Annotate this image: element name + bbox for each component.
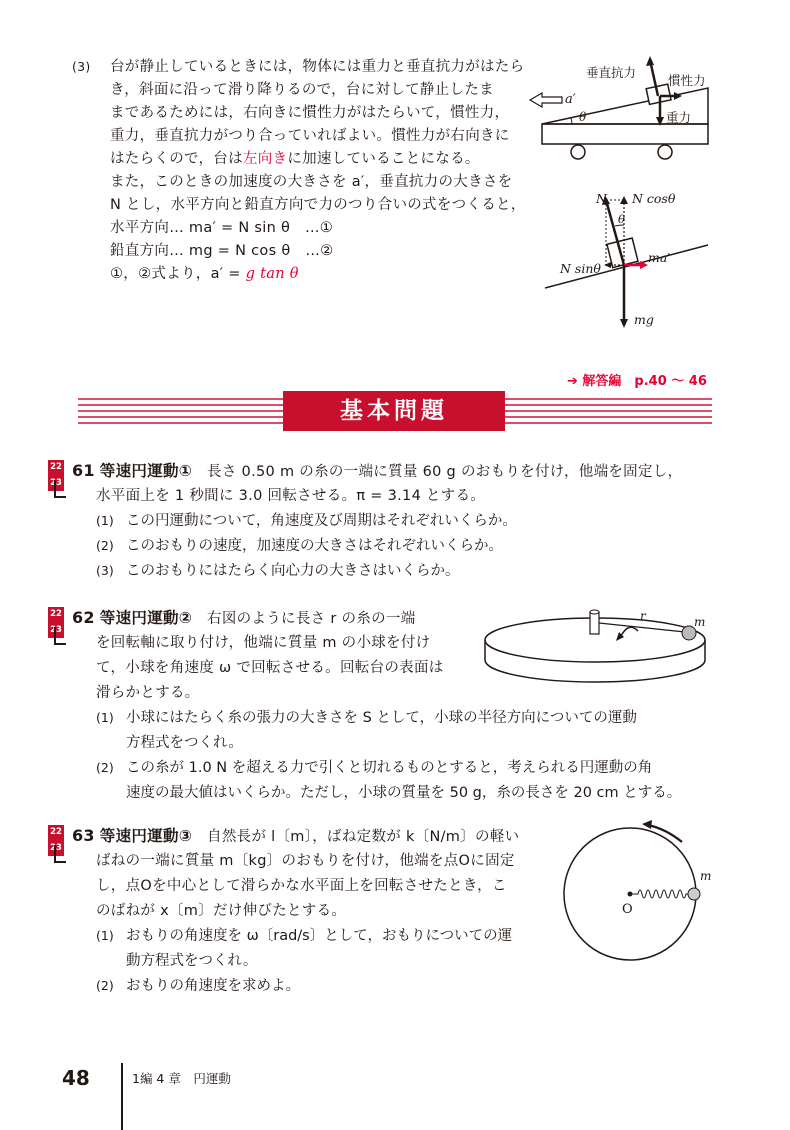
acceleration-arrow (530, 93, 562, 107)
item-number: (3) (72, 59, 91, 74)
label-normal-force: 垂直抗力 (586, 65, 637, 80)
question-text: 水平面上を 1 秒間に 3.0 回転させる。π = 3.14 とする。 (96, 488, 486, 504)
spring-circle-diagram (560, 812, 730, 982)
text-segment: はたらくので，台は (110, 151, 243, 167)
subquestion-cont: 動方程式をつくれ。 (126, 953, 258, 969)
question-text: し，点Oを中心として滑らかな水平面上を回転させたとき，こ (96, 878, 507, 894)
wheel (571, 145, 585, 159)
angle-arc (571, 118, 572, 124)
center-point (628, 892, 633, 897)
question-number: 61 (72, 461, 95, 480)
question-61-header (72, 461, 682, 482)
label-theta: θ (618, 212, 625, 226)
year-badge: 22 23 (48, 825, 64, 856)
question-title: 等速円運動② (99, 609, 193, 627)
section-banner-title: 基本問題 (283, 391, 505, 431)
label-N: N (596, 191, 607, 206)
badge-hook (54, 480, 66, 498)
subquestion: (2) このおもりの速度，加速度の大きさはそれぞれいくらか。 (96, 538, 503, 554)
label-m: m (700, 869, 712, 883)
subquestion-cont: 速度の最大値はいくらか。ただし，小球の質量を 50 g，糸の長さを 20 cm とする。 (126, 785, 682, 801)
equation-1: 水平方向… ma′ = N sin θ …① (110, 220, 334, 236)
rotation-axis (590, 612, 599, 634)
label-O: O (622, 902, 633, 917)
question-number: 63 (72, 826, 95, 845)
subquestion: (1) おもりの角速度を ω〔rad/s〕として，おもりについての運 (96, 928, 513, 944)
chapter-label: 1編 4 章 円運動 (132, 1071, 231, 1086)
year-badge: 22 23 (48, 460, 64, 491)
answer-reference-link[interactable]: ➔ 解答編 p.40 ～ 46 (567, 374, 707, 389)
question-title: 等速円運動① (99, 462, 193, 480)
highlight-answer: 左向き (242, 151, 288, 167)
subquestion: (3) このおもりにはたらく向心力の大きさはいくらか。 (96, 563, 460, 579)
text-line: まであるためには，右向きに慣性力がはたらいて，慣性力， (110, 105, 510, 121)
label-ma: ma′ (648, 250, 671, 265)
text-segment: に加速していることになる。 (287, 151, 480, 167)
text-line (110, 149, 480, 169)
question-text: て，小球を角速度 ω で回転させる。回転台の表面は (96, 660, 444, 676)
label-Ncos: N cosθ (632, 191, 676, 206)
label-mg: mg (634, 312, 654, 327)
cart-body (542, 124, 708, 144)
year-badge: 22 23 (48, 607, 64, 638)
text-segment: ①，②式より，a′ = (110, 266, 246, 282)
text-line: 台が静止しているときには，物体には重力と垂直抗力がはたら (110, 59, 525, 75)
text-line: 重力，垂直抗力がつり合っていればよい。慣性力が右向きに (110, 128, 510, 144)
label-gravity: 重力 (666, 110, 692, 125)
question-text: を回転軸に取り付け，他端に質量 m の小球を付け (96, 635, 431, 651)
result-line (110, 264, 299, 284)
question-62-header (72, 608, 416, 629)
question-text: ばねの一端に質量 m〔kg〕のおもりを付け，他端を点Oに固定 (96, 853, 515, 869)
question-text: のばねが x〔m〕だけ伸びたとする。 (96, 903, 347, 919)
subquestion: (1) 小球にはたらく糸の張力の大きさを S として，小球の半径方向についての運動 (96, 710, 637, 726)
text-line: N とし，水平方向と鉛直方向で力のつり合いの式をつくると， (110, 197, 526, 213)
label-m: m (694, 615, 706, 629)
badge-hook (54, 627, 66, 645)
page-number: 48 (62, 1066, 90, 1090)
equation-2: 鉛直方向… mg = N cos θ …② (110, 243, 334, 259)
label-r: r (640, 609, 646, 623)
badge-hook (54, 845, 66, 863)
text-line: き，斜面に沿って滑り降りるので，台に対して静止したま (110, 82, 494, 98)
question-text: 右図のように長さ r の糸の一端 (207, 611, 416, 627)
question-text: 自然長が l〔m〕，ばね定数が k〔N/m〕の軽い (207, 829, 520, 845)
question-63-header (72, 826, 519, 847)
question-text: 長さ 0.50 m の糸の一端に質量 60 g のおもりを付け，他端を固定し， (207, 464, 683, 480)
question-number: 62 (72, 608, 95, 627)
label-Nsin: N sinθ (560, 261, 601, 276)
footer-divider (121, 1063, 123, 1130)
label-acceleration: a′ (565, 92, 576, 107)
label-theta: θ (579, 110, 587, 124)
subquestion: (1) この円運動について，角速度及び周期はそれぞれいくらか。 (96, 513, 517, 529)
mass (688, 888, 700, 900)
question-text: 滑らかとする。 (96, 685, 200, 701)
highlight-answer: g tan θ (245, 266, 299, 282)
subquestion-cont: 方程式をつくれ。 (126, 735, 243, 751)
subquestion: (2) この糸が 1.0 N を超える力で引くと切れるものとすると，考えられる円運動の角 (96, 760, 653, 776)
question-title: 等速円運動③ (99, 827, 193, 845)
spring (632, 890, 689, 898)
text-line: また，このときの加速度の大きさを a′，垂直抗力の大きさを (110, 174, 513, 190)
wheel (658, 145, 672, 159)
turntable-diagram (480, 605, 710, 690)
label-inertia-force: 慣性力 (668, 73, 706, 88)
subquestion: (2) おもりの角速度を求めよ。 (96, 978, 300, 994)
